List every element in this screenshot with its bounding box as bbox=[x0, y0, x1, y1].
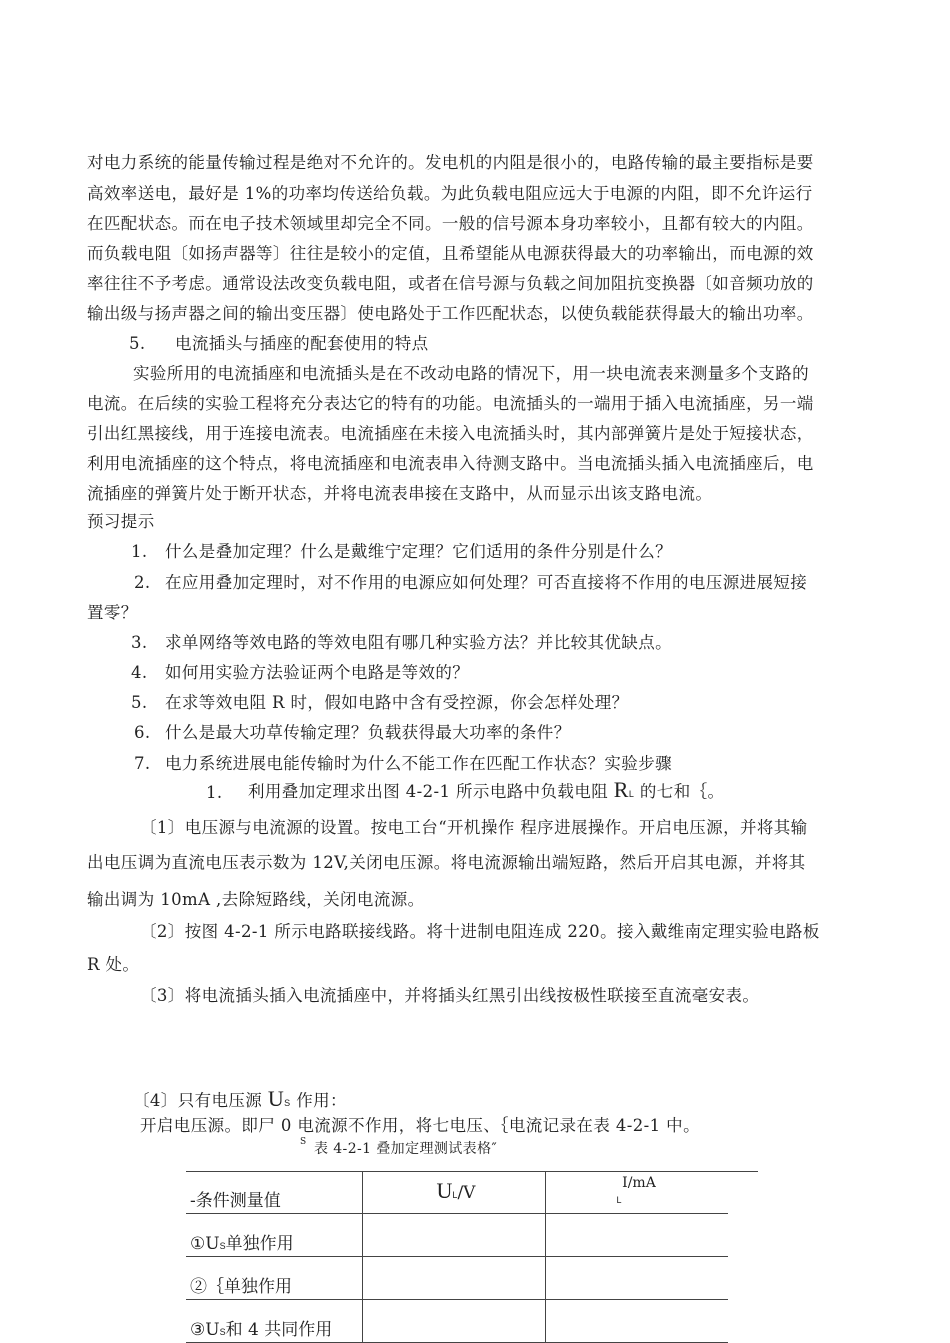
cell-ul bbox=[363, 1257, 546, 1300]
question-text: 置零？ bbox=[87, 603, 138, 622]
table-row bbox=[186, 1214, 728, 1257]
row-label: ③US和 4 共同作用 bbox=[186, 1300, 363, 1343]
question-text: 什么是叠加定理？什么是戴维宁定理？它们适用的条件分别是什么？ bbox=[165, 542, 672, 561]
section-5-title: 电流插头与插座的配套使用的特点 bbox=[175, 334, 429, 353]
step-item: 输出调为 10mA ,去除短路线，关闭电流源。 bbox=[87, 890, 425, 909]
question-text: 电力系统进展电能传输时为什么不能工作在匹配工作状态？实验步骤 bbox=[165, 754, 672, 773]
text-line: 高效率送电，最好是 1%的功率均传送给负载。为此负载电阻应远大于电源的内阻，即不允许运行 bbox=[87, 184, 813, 203]
header-condition: -条件测量值 bbox=[186, 1171, 363, 1214]
step-item: 〔3〕将电流插头插入电流插座中，并将插头红黑引出线按极性联接至直流毫安表。 bbox=[140, 986, 760, 1005]
data-table bbox=[186, 1171, 728, 1343]
section-5-number: 5. bbox=[129, 334, 146, 353]
text-line: 引出红黑接线，用于连接电流表。电流插座在未接入电流插头时，其内部弹簧片是处于短接状态， bbox=[87, 424, 814, 443]
text-line: 利用电流插座的这个特点，将电流插座和电流表串入待测支路中。当电流插头插入电流插座后，电 bbox=[87, 454, 814, 473]
preview-title: 预习提示 bbox=[87, 512, 155, 531]
text-line: 电流。在后续的实验工程将充分表达它的特有的功能。电流插头的一端用于插入电流插座，另一端 bbox=[87, 394, 814, 413]
step-item: R 处。 bbox=[87, 955, 140, 974]
question-number: 7. bbox=[134, 754, 151, 773]
row-label: ②｛单独作用 bbox=[186, 1257, 363, 1300]
cell-ul bbox=[363, 1214, 546, 1257]
question-number: 1. bbox=[131, 542, 148, 561]
step-1-text: 利用叠加定理求出图 4-2-1 所示电路中负载电阻 RL 的七和｛。 bbox=[248, 777, 725, 802]
question-number: 3. bbox=[131, 633, 148, 652]
question-number: 6. bbox=[134, 723, 151, 742]
question-number: 2. bbox=[134, 573, 151, 592]
text-line: 流插座的弹簧片处于断开状态，并将电流表串接在支路中，从而显示出该支路电流。 bbox=[87, 484, 713, 503]
step-4-heading: 〔4〕只有电压源 US 作用： bbox=[133, 1086, 347, 1111]
table-caption-mark: S bbox=[300, 1137, 307, 1147]
table-row bbox=[186, 1257, 728, 1300]
step-4-text: 开启电压源。即尸 0 电流源不作用，将七电压、｛电流记录在表 4-2-1 中。 bbox=[140, 1116, 700, 1135]
table-caption: 表 4-2-1 叠加定理测试表格″ bbox=[314, 1141, 498, 1157]
cell-il bbox=[546, 1214, 729, 1257]
step-item: 〔1〕电压源与电流源的设置。按电工台“开机操作 程序进展操作。开启电压源，并将其输 bbox=[140, 818, 808, 837]
text-line: 率往往不予考虑。通常设法改变负载电阻，或者在信号源与负载之间加阻抗变换器〔如音频功放的 bbox=[87, 274, 814, 293]
text-line: 在匹配状态。而在电子技术领域里却完全不同。一般的信号源本身功率较小，且都有较大的内阻。 bbox=[87, 214, 814, 233]
header-il: I/mA L bbox=[546, 1171, 729, 1214]
cell-il bbox=[546, 1257, 729, 1300]
step-item: 〔2〕按图 4-2-1 所示电路联接线路。将十进制电阻连成 220。接入戴维南定理实验电路板 bbox=[140, 922, 820, 941]
step-1-number: 1. bbox=[206, 783, 223, 802]
question-text: 如何用实验方法验证两个电路是等效的？ bbox=[165, 663, 470, 682]
question-number: 5. bbox=[131, 693, 148, 712]
text-line: 输出级与扬声器之间的输出变压器〕使电路处于工作匹配状态，以使负载能获得最大的输出功率。 bbox=[87, 304, 814, 323]
cell-ul bbox=[363, 1300, 546, 1343]
question-number: 4. bbox=[131, 663, 148, 682]
text-line: 对电力系统的能量传输过程是绝对不允许的。发电机的内阻是很小的，电路传输的最主要指标是要 bbox=[87, 153, 814, 172]
question-text: 在应用叠加定理时，对不作用的电源应如何处理？可否直接将不作用的电压源进展短接 bbox=[165, 573, 808, 592]
text-line: 实验所用的电流插座和电流插头是在不改动电路的情况下，用一块电流表来测量多个支路的 bbox=[133, 364, 809, 383]
question-text: 在求等效电阻 R 时，假如电路中含有受控源，你会怎样处理？ bbox=[165, 693, 629, 712]
text-line: 而负载电阻〔如扬声器等〕往往是较小的定值，且希望能从电源获得最大的功率输出，而电源的效 bbox=[87, 244, 814, 263]
cell-il bbox=[546, 1300, 729, 1343]
question-text: 什么是最大功草传输定理？负载获得最大功率的条件？ bbox=[165, 723, 571, 742]
table-row bbox=[186, 1300, 728, 1343]
question-text: 求单网络等效电路的等效电阻有哪几种实验方法？并比较其优缺点。 bbox=[165, 633, 672, 652]
header-ul: UL/V bbox=[363, 1171, 546, 1214]
table-header-row bbox=[186, 1171, 728, 1214]
row-label: ①US单独作用 bbox=[186, 1214, 363, 1257]
step-item: 出电压调为直流电压表示数为 12V,关闭电压源。将电流源输出端短路，然后开启其电源，并将其 bbox=[87, 853, 806, 872]
